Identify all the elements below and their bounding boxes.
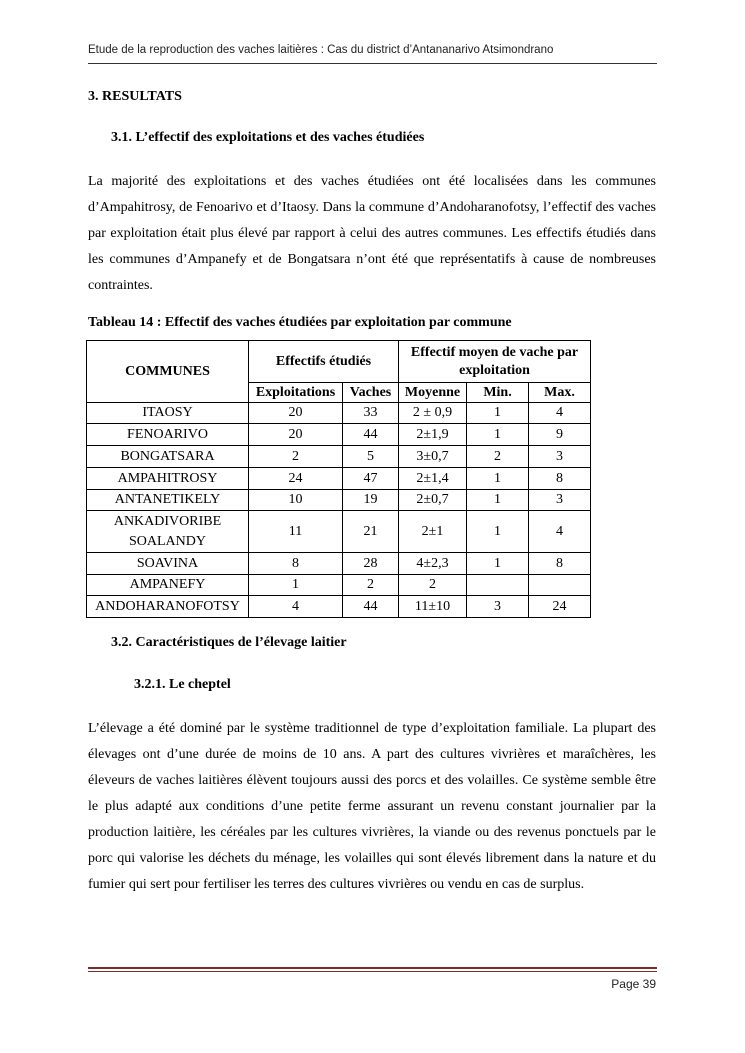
- cell-moyenne: 11±10: [399, 596, 467, 618]
- cell-vaches: 2: [343, 575, 399, 596]
- cell-vaches: 44: [343, 424, 399, 446]
- table-row: [87, 403, 591, 424]
- section-title: 3. RESULTATS: [88, 89, 182, 104]
- cell-min: 1: [467, 490, 529, 511]
- cell-exploitations: 10: [249, 490, 343, 511]
- table-caption: Tableau 14 : Effectif des vaches étudiées par exploitation par commune: [88, 315, 512, 330]
- cell-min: 1: [467, 511, 529, 553]
- cell-commune: AMPAHITROSY: [87, 468, 249, 490]
- cell-max: 9: [529, 424, 591, 446]
- footer-divider-thin: [88, 971, 657, 972]
- cell-moyenne: 2±0,7: [399, 490, 467, 511]
- page-number: Page 39: [611, 977, 656, 991]
- cell-min: 1: [467, 403, 529, 424]
- cell-moyenne: 2±1,4: [399, 468, 467, 490]
- header-communes: COMMUNES: [87, 341, 249, 403]
- subsection-3-2-1-title: 3.2.1. Le cheptel: [134, 677, 231, 692]
- cell-min: 2: [467, 446, 529, 468]
- cell-vaches: 28: [343, 553, 399, 575]
- cell-max: 4: [529, 403, 591, 424]
- table-row: [87, 575, 591, 596]
- cell-moyenne: 3±0,7: [399, 446, 467, 468]
- cell-commune: ANTANETIKELY: [87, 490, 249, 511]
- header-divider: [88, 63, 657, 64]
- cell-vaches: 33: [343, 403, 399, 424]
- cell-commune: BONGATSARA: [87, 446, 249, 468]
- cell-commune: ITAOSY: [87, 403, 249, 424]
- cell-max: 3: [529, 490, 591, 511]
- running-header: Etude de la reproduction des vaches laitières : Cas du district d’Antananarivo Atsimondrano: [88, 44, 554, 56]
- cell-moyenne: 2±1: [399, 511, 467, 553]
- cell-max: [529, 575, 591, 596]
- subheader-vaches: Vaches: [343, 383, 399, 403]
- cell-exploitations: 11: [249, 511, 343, 553]
- effectif-table: [86, 340, 591, 618]
- cell-max: 8: [529, 553, 591, 575]
- cell-vaches: 47: [343, 468, 399, 490]
- subheader-min: Min.: [467, 383, 529, 403]
- cell-max: 8: [529, 468, 591, 490]
- table-row: [87, 468, 591, 490]
- cell-vaches: 19: [343, 490, 399, 511]
- table-row: [87, 596, 591, 618]
- cell-vaches: 21: [343, 511, 399, 553]
- header-effectifs-etudies: Effectifs étudiés: [249, 341, 399, 383]
- subheader-exploitations: Exploitations: [249, 383, 343, 403]
- cell-max: 4: [529, 511, 591, 553]
- cell-min: 1: [467, 468, 529, 490]
- table-row: [87, 511, 591, 553]
- subheader-max: Max.: [529, 383, 591, 403]
- subheader-moyenne: Moyenne: [399, 383, 467, 403]
- subsection-3-1-paragraph: La majorité des exploitations et des vaches étudiées ont été localisées dans les communes d’Ampahitrosy, de Fenoarivo et d’Itaosy. Dans la commune d’Andoharanofotsy, l’effectif des vaches par exploitation était plus élevé par rapport à celui des autres communes. Les effectifs étudiés dans les communes d’Ampanefy et de Bongatsara n’ont été que représentatifs à cause de nombreuses contraintes.: [88, 174, 656, 293]
- cell-min: 1: [467, 424, 529, 446]
- cell-max: 3: [529, 446, 591, 468]
- cell-max: 24: [529, 596, 591, 618]
- cell-exploitations: 1: [249, 575, 343, 596]
- cell-commune: ANDOHARANOFOTSY: [87, 596, 249, 618]
- cell-moyenne: 2±1,9: [399, 424, 467, 446]
- table-row: [87, 553, 591, 575]
- cell-exploitations: 2: [249, 446, 343, 468]
- table-row: [87, 424, 591, 446]
- cell-vaches: 5: [343, 446, 399, 468]
- footer-divider-thick: [88, 967, 657, 969]
- cell-moyenne: 4±2,3: [399, 553, 467, 575]
- cell-exploitations: 20: [249, 403, 343, 424]
- header-effectif-moyen: Effectif moyen de vache par exploitation: [399, 341, 591, 383]
- cell-moyenne: 2 ± 0,9: [399, 403, 467, 424]
- subsection-3-1-title: 3.1. L’effectif des exploitations et des vaches étudiées: [111, 130, 425, 145]
- cell-commune: FENOARIVO: [87, 424, 249, 446]
- cell-min: [467, 575, 529, 596]
- cell-exploitations: 20: [249, 424, 343, 446]
- cell-commune: ANKADIVORIBE SOALANDY: [87, 511, 249, 553]
- cell-exploitations: 24: [249, 468, 343, 490]
- cell-commune: AMPANEFY: [87, 575, 249, 596]
- table-row: [87, 446, 591, 468]
- cell-vaches: 44: [343, 596, 399, 618]
- cell-min: 3: [467, 596, 529, 618]
- cell-exploitations: 4: [249, 596, 343, 618]
- subsection-3-2-title: 3.2. Caractéristiques de l’élevage laitier: [111, 635, 347, 650]
- cell-exploitations: 8: [249, 553, 343, 575]
- cell-commune: SOAVINA: [87, 553, 249, 575]
- cell-moyenne: 2: [399, 575, 467, 596]
- cell-min: 1: [467, 553, 529, 575]
- subsection-3-2-1-paragraph: L’élevage a été dominé par le système traditionnel de type d’exploitation familiale. La plupart des élevages ont d’une durée de moins de 10 ans. A part des cultures vivrières et maraîchères, les éleveurs de vaches laitières élèvent toujours aussi des porcs et des volailles. Ce système semble être le plus adapté aux conditions d’une petite ferme assurant un revenu constant journalier par la production laitière, les céréales par les cultures vivrières, la viande ou des revenus ponctuels par le porc qui valorise les déchets du ménage, les volailles qui sont élevés librement dans la nature et du fumier qui sert pour fertiliser les terres des cultures vivrières ou vendu en cas de surplus.: [88, 721, 656, 892]
- table-row: [87, 490, 591, 511]
